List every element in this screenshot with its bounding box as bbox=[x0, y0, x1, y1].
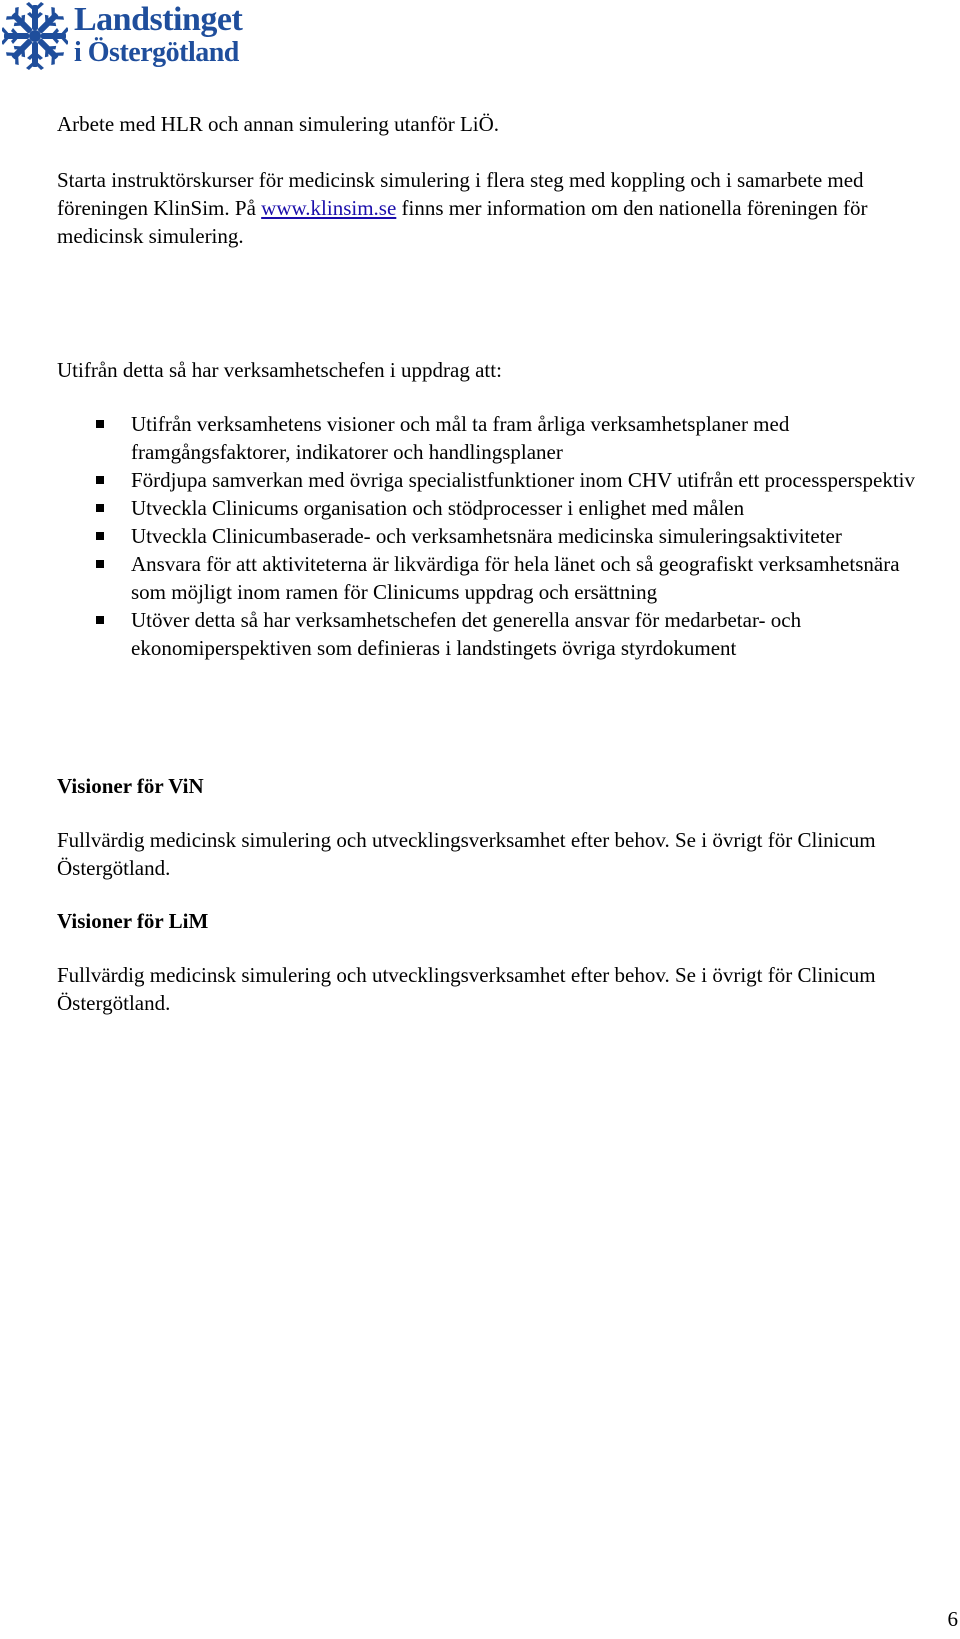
square-bullet-icon bbox=[96, 420, 104, 428]
paragraph-hlr: Arbete med HLR och annan simulering utanför LiÖ. bbox=[57, 112, 500, 136]
bullet-text: Utifrån verksamhetens visioner och mål ta fram årliga verksamhetsplaner med framgångsfaktorer, indikatorer och handlingsplaner bbox=[131, 412, 790, 464]
bullet-item bbox=[57, 606, 937, 662]
paragraph-uppdrag-intro: Utifrån detta så har verksamhetschefen i uppdrag att: bbox=[57, 358, 502, 382]
uppdrag-bullet-list bbox=[57, 410, 937, 662]
bullet-item bbox=[57, 466, 937, 494]
bullet-text: Utöver detta så har verksamhetschefen det generella ansvar för medarbetar- och ekonomiperspektiven som definieras i landstingets övriga styrdokument bbox=[131, 608, 802, 660]
paragraph-klinsim-after: finns mer information om den nationella föreningen för medicinsk simulering. bbox=[57, 196, 868, 248]
square-bullet-icon bbox=[96, 476, 104, 484]
square-bullet-icon bbox=[96, 532, 104, 540]
page-number: 6 bbox=[947, 1607, 958, 1631]
heading-visioner-vin: Visioner för ViN bbox=[57, 774, 204, 798]
bullet-text: Ansvara för att aktiviteterna är likvärdiga för hela länet och så geografiskt verksamhetsnära som möjligt inom ramen för Clinicums uppdrag och ersättning bbox=[131, 552, 900, 604]
paragraph-klinsim bbox=[57, 166, 937, 250]
bullet-text: Utveckla Clinicums organisation och stödprocesser i enlighet med målen bbox=[131, 496, 745, 520]
paragraph-klinsim-before: Starta instruktörskurser för medicinsk simulering i flera steg med koppling och i samarbete med föreningen KlinSim. På bbox=[57, 168, 864, 220]
snowflake-emblem-icon bbox=[2, 2, 68, 70]
bullet-item bbox=[57, 494, 937, 522]
paragraph-visioner-lim: Fullvärdig medicinsk simulering och utvecklingsverksamhet efter behov. Se i övrigt för Clinicum Östergötland. bbox=[57, 963, 876, 1015]
paragraph-visioner-vin: Fullvärdig medicinsk simulering och utvecklingsverksamhet efter behov. Se i övrigt för Clinicum Östergötland. bbox=[57, 828, 876, 880]
bullet-item bbox=[57, 410, 937, 466]
square-bullet-icon bbox=[96, 560, 104, 568]
bullet-item bbox=[57, 522, 937, 550]
heading-visioner-lim: Visioner för LiM bbox=[57, 909, 209, 933]
square-bullet-icon bbox=[96, 504, 104, 512]
landstinget-logo bbox=[2, 2, 272, 70]
klinsim-link[interactable]: www.klinsim.se bbox=[261, 196, 397, 220]
logo-text-landstinget: Landstinget bbox=[74, 1, 243, 38]
logo-text-ostergotland: i Östergötland bbox=[74, 37, 239, 68]
bullet-text: Utveckla Clinicumbaserade- och verksamhetsnära medicinska simuleringsaktiviteter bbox=[131, 524, 842, 548]
bullet-item bbox=[57, 550, 937, 606]
square-bullet-icon bbox=[96, 616, 104, 624]
bullet-text: Fördjupa samverkan med övriga specialistfunktioner inom CHV utifrån ett processperspektiv bbox=[131, 468, 916, 492]
